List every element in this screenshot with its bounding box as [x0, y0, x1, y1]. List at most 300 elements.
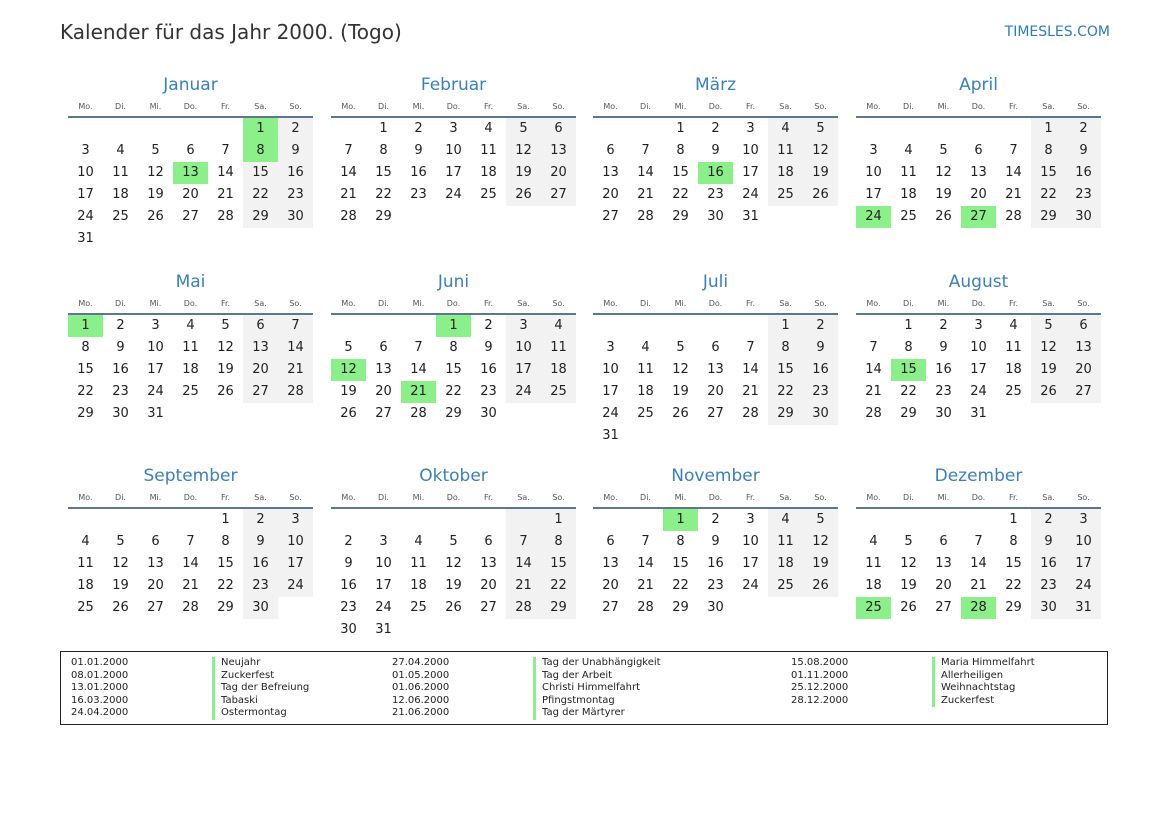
day-cell: 4 — [414, 534, 423, 549]
day-cell: 5 — [151, 143, 160, 158]
day-cell: 18 — [1005, 362, 1022, 377]
empty-day — [68, 118, 103, 140]
day-cell: 4 — [768, 118, 803, 140]
day-cell: 1 — [379, 121, 388, 136]
day-cell: 13 — [147, 556, 164, 571]
day-cell: 23 — [410, 187, 427, 202]
day-cell: 21 — [742, 384, 759, 399]
day-cell: 26 — [112, 600, 129, 615]
week-row — [856, 337, 1101, 359]
empty-day — [401, 509, 436, 531]
week-row — [331, 381, 576, 403]
empty-day — [401, 206, 436, 228]
day-cell: 23 — [112, 384, 129, 399]
day-cell: 10 — [77, 165, 94, 180]
weekday-label: Mo. — [866, 493, 881, 502]
empty-day — [698, 425, 733, 447]
day-cell: 25 — [112, 209, 129, 224]
day-cell: 31 — [375, 622, 392, 637]
day-cell: 24 — [375, 600, 392, 615]
day-cell: 5 — [676, 340, 685, 355]
week-row — [331, 162, 576, 184]
day-cell: 27 — [182, 209, 199, 224]
day-cell: 5 — [803, 118, 838, 140]
day-cell: 3 — [278, 509, 313, 531]
week-row — [68, 206, 313, 228]
weekday-label: Fr. — [483, 493, 494, 502]
day-cell: 20 — [602, 187, 619, 202]
day-cell: 20 — [182, 187, 199, 202]
day-cell: 11 — [1005, 340, 1022, 355]
week-row — [331, 337, 576, 359]
day-cell: 20 — [970, 187, 987, 202]
week-row — [331, 184, 576, 206]
day-cell: 20 — [480, 578, 497, 593]
empty-day — [961, 509, 996, 531]
day-cell: 15 — [672, 556, 689, 571]
empty-day — [733, 425, 768, 447]
weekday-label: Do. — [708, 102, 723, 111]
empty-day — [208, 118, 243, 140]
day-cell: 15 — [375, 165, 392, 180]
day-cell: 8 — [81, 340, 90, 355]
day-cell: 10 — [970, 340, 987, 355]
day-cell: 20 — [243, 359, 278, 381]
site-link[interactable]: TIMESLES.COM — [1004, 24, 1110, 40]
day-cell: 29 — [1005, 600, 1022, 615]
day-cell: 20 — [1066, 359, 1101, 381]
empty-day — [436, 619, 471, 641]
day-cell: 10 — [742, 143, 759, 158]
day-cell: 9 — [344, 556, 353, 571]
day-cell: 14 — [182, 556, 199, 571]
week-row — [68, 337, 313, 359]
week-row — [331, 553, 576, 575]
holiday-column — [781, 657, 1035, 707]
day-cell: 13 — [602, 165, 619, 180]
holiday-entry — [61, 657, 309, 670]
week-row — [68, 184, 313, 206]
week-row — [68, 118, 313, 140]
day-cell: 26 — [803, 184, 838, 206]
day-cell: 2 — [1031, 509, 1066, 531]
day-cell: 17 — [742, 556, 759, 571]
day-cell: 22 — [217, 578, 234, 593]
day-cell: 30 — [480, 406, 497, 421]
day-cell: 28 — [217, 209, 234, 224]
weekday-label: So. — [814, 102, 827, 111]
empty-day — [856, 509, 891, 531]
empty-day — [628, 315, 663, 337]
week-row — [68, 381, 313, 403]
day-cell: 10 — [147, 340, 164, 355]
day-cell: 14 — [865, 362, 882, 377]
weekday-label: So. — [552, 102, 565, 111]
empty-day — [628, 118, 663, 140]
day-cell: 24 — [147, 384, 164, 399]
day-cell: 27 — [602, 600, 619, 615]
week-row — [68, 140, 313, 162]
day-cell: 21 — [278, 359, 313, 381]
month-9 — [68, 465, 313, 619]
day-cell: 18 — [112, 187, 129, 202]
day-cell: 23 — [1031, 575, 1066, 597]
day-cell: 21 — [182, 578, 199, 593]
empty-day — [471, 509, 506, 531]
weekday-label: Di. — [378, 493, 389, 502]
empty-day — [663, 425, 698, 447]
empty-day — [278, 403, 313, 425]
day-cell: 14 — [970, 556, 987, 571]
empty-day — [768, 425, 803, 447]
day-cell: 22 — [445, 384, 462, 399]
empty-day — [331, 118, 366, 140]
day-cell: 4 — [1009, 318, 1018, 333]
day-cell: 3 — [379, 534, 388, 549]
day-cell: 7 — [186, 534, 195, 549]
month-8 — [856, 271, 1101, 425]
week-row — [593, 184, 838, 206]
weekday-label: Sa. — [254, 299, 267, 308]
day-cell: 9 — [1066, 140, 1101, 162]
month-1 — [68, 74, 313, 250]
day-cell: 22 — [541, 575, 576, 597]
holiday-name: Ostermontag — [212, 707, 287, 720]
weekday-label: Di. — [903, 102, 914, 111]
holiday-day-cell: 21 — [401, 381, 436, 403]
day-cell: 17 — [375, 578, 392, 593]
day-cell: 10 — [1066, 531, 1101, 553]
day-cell: 30 — [803, 403, 838, 425]
weekday-label: So. — [1077, 493, 1090, 502]
week-row — [68, 531, 313, 553]
day-cell: 11 — [77, 556, 94, 571]
empty-day — [366, 509, 401, 531]
day-cell: 2 — [1066, 118, 1101, 140]
day-cell: 7 — [414, 340, 423, 355]
day-cell: 19 — [506, 162, 541, 184]
day-cell: 2 — [711, 512, 720, 527]
day-cell: 23 — [707, 187, 724, 202]
empty-day — [103, 228, 138, 250]
holiday-name: Tag der Befreiung — [212, 682, 309, 695]
day-cell: 24 — [77, 209, 94, 224]
week-row — [593, 140, 838, 162]
day-cell: 7 — [974, 534, 983, 549]
week-row — [68, 597, 313, 619]
weekday-label: Fr. — [483, 299, 494, 308]
day-cell: 28 — [278, 381, 313, 403]
week-row — [856, 531, 1101, 553]
weekday-label: So. — [289, 102, 302, 111]
day-cell: 16 — [278, 162, 313, 184]
day-cell: 22 — [77, 384, 94, 399]
holiday-date: 01.01.2000 — [71, 657, 129, 668]
month-11 — [593, 465, 838, 619]
empty-day — [541, 206, 576, 228]
weekday-label: Do. — [708, 493, 723, 502]
day-cell: 22 — [672, 187, 689, 202]
day-cell: 25 — [768, 184, 803, 206]
weekday-label: Sa. — [1042, 493, 1055, 502]
week-row — [331, 403, 576, 425]
holiday-day-cell: 1 — [243, 118, 278, 140]
day-cell: 21 — [340, 187, 357, 202]
day-cell: 12 — [217, 340, 234, 355]
day-cell: 9 — [939, 340, 948, 355]
day-cell: 6 — [484, 534, 493, 549]
empty-day — [891, 118, 926, 140]
day-cell: 18 — [480, 165, 497, 180]
weekday-label: So. — [289, 299, 302, 308]
weekday-label: So. — [1077, 299, 1090, 308]
empty-day — [628, 509, 663, 531]
day-cell: 28 — [340, 209, 357, 224]
holiday-list — [60, 651, 1108, 725]
empty-day — [401, 619, 436, 641]
day-cell: 13 — [970, 165, 987, 180]
day-cell: 2 — [939, 318, 948, 333]
day-cell: 20 — [147, 578, 164, 593]
day-cell: 8 — [676, 534, 685, 549]
day-cell: 25 — [541, 381, 576, 403]
week-row — [593, 359, 838, 381]
day-cell: 13 — [935, 556, 952, 571]
day-cell: 13 — [707, 362, 724, 377]
day-cell: 18 — [865, 578, 882, 593]
weekday-label: Sa. — [779, 493, 792, 502]
weekday-label: Sa. — [517, 102, 530, 111]
day-cell: 19 — [803, 553, 838, 575]
day-cell: 22 — [900, 384, 917, 399]
day-cell: 13 — [480, 556, 497, 571]
weekday-label: Mo. — [78, 102, 93, 111]
day-cell: 31 — [742, 209, 759, 224]
week-row — [68, 553, 313, 575]
week-row — [331, 206, 576, 228]
empty-day — [856, 315, 891, 337]
holiday-day-cell: 25 — [856, 597, 891, 619]
day-cell: 14 — [410, 362, 427, 377]
holiday-name: Allerheiligen — [932, 670, 1003, 683]
month-name: Dezember — [934, 466, 1023, 486]
day-cell: 25 — [77, 600, 94, 615]
empty-day — [173, 228, 208, 250]
day-cell: 19 — [112, 578, 129, 593]
day-cell: 26 — [217, 384, 234, 399]
weekday-label: Fr. — [1008, 493, 1019, 502]
day-cell: 26 — [147, 209, 164, 224]
empty-day — [593, 315, 628, 337]
holiday-day-cell: 24 — [856, 206, 891, 228]
weekday-label: Mo. — [341, 102, 356, 111]
holiday-name: Tag der Märtyrer — [533, 707, 625, 720]
week-row — [331, 118, 576, 140]
day-cell: 28 — [865, 406, 882, 421]
day-cell: 6 — [379, 340, 388, 355]
week-row — [856, 184, 1101, 206]
day-cell: 18 — [182, 362, 199, 377]
holiday-date: 01.11.2000 — [791, 669, 849, 681]
day-cell: 5 — [449, 534, 458, 549]
day-cell: 27 — [243, 381, 278, 403]
day-cell: 6 — [606, 143, 615, 158]
month-5 — [68, 271, 313, 425]
week-row — [856, 315, 1101, 337]
day-cell: 7 — [746, 340, 755, 355]
day-cell: 6 — [541, 118, 576, 140]
empty-day — [803, 597, 838, 619]
day-cell: 9 — [243, 531, 278, 553]
weekday-label: Do. — [971, 102, 986, 111]
day-cell: 16 — [410, 165, 427, 180]
empty-day — [663, 315, 698, 337]
day-cell: 15 — [445, 362, 462, 377]
day-cell: 28 — [506, 597, 541, 619]
day-cell: 19 — [900, 578, 917, 593]
day-cell: 3 — [506, 315, 541, 337]
day-cell: 7 — [221, 143, 230, 158]
holiday-day-cell: 1 — [663, 509, 698, 531]
day-cell: 11 — [637, 362, 654, 377]
day-cell: 30 — [112, 406, 129, 421]
week-row — [593, 162, 838, 184]
week-row — [593, 403, 838, 425]
month-name: Februar — [420, 75, 487, 95]
holiday-date: 12.06.2000 — [392, 694, 450, 706]
day-cell: 3 — [81, 143, 90, 158]
day-cell: 12 — [445, 556, 462, 571]
day-cell: 1 — [1009, 512, 1018, 527]
day-cell: 10 — [602, 362, 619, 377]
day-cell: 25 — [637, 406, 654, 421]
day-cell: 8 — [1009, 534, 1018, 549]
weekday-header — [331, 491, 576, 509]
day-cell: 14 — [340, 165, 357, 180]
day-cell: 17 — [445, 165, 462, 180]
day-cell: 13 — [602, 556, 619, 571]
week-row — [331, 140, 576, 162]
day-cell: 2 — [803, 315, 838, 337]
day-cell: 24 — [445, 187, 462, 202]
weekday-header — [593, 100, 838, 118]
week-row — [856, 162, 1101, 184]
weekday-label: Di. — [115, 102, 126, 111]
day-cell: 29 — [672, 600, 689, 615]
holiday-entry — [382, 670, 661, 683]
empty-day — [208, 403, 243, 425]
day-cell: 30 — [707, 600, 724, 615]
day-cell: 23 — [243, 575, 278, 597]
day-cell: 29 — [445, 406, 462, 421]
day-cell: 25 — [480, 187, 497, 202]
week-row — [593, 206, 838, 228]
weekday-label: Di. — [378, 299, 389, 308]
day-cell: 15 — [672, 165, 689, 180]
day-cell: 27 — [1066, 381, 1101, 403]
weekday-header — [331, 297, 576, 315]
empty-day — [173, 509, 208, 531]
day-cell: 30 — [340, 622, 357, 637]
day-cell: 18 — [768, 553, 803, 575]
week-row — [856, 140, 1101, 162]
day-cell: 28 — [742, 406, 759, 421]
week-row — [856, 575, 1101, 597]
day-cell: 19 — [445, 578, 462, 593]
weekday-label: Mo. — [866, 299, 881, 308]
day-cell: 28 — [410, 406, 427, 421]
weekday-label: Mi. — [412, 493, 425, 502]
empty-day — [803, 206, 838, 228]
day-cell: 29 — [375, 209, 392, 224]
day-cell: 22 — [375, 187, 392, 202]
month-name: November — [671, 466, 760, 486]
day-cell: 14 — [742, 362, 759, 377]
month-name: Oktober — [419, 466, 488, 486]
day-cell: 12 — [1031, 337, 1066, 359]
day-cell: 2 — [711, 121, 720, 136]
day-cell: 7 — [506, 531, 541, 553]
weekday-label: Fr. — [745, 493, 756, 502]
day-cell: 31 — [602, 428, 619, 443]
week-row — [856, 359, 1101, 381]
month-name: Januar — [163, 75, 218, 95]
week-row — [856, 118, 1101, 140]
day-cell: 6 — [1066, 315, 1101, 337]
day-cell: 12 — [147, 165, 164, 180]
day-cell: 7 — [278, 315, 313, 337]
weekday-label: Sa. — [779, 299, 792, 308]
day-cell: 5 — [116, 534, 125, 549]
day-cell: 5 — [904, 534, 913, 549]
day-cell: 31 — [147, 406, 164, 421]
day-cell: 5 — [939, 143, 948, 158]
holiday-date: 15.08.2000 — [791, 657, 849, 668]
day-cell: 19 — [217, 362, 234, 377]
day-cell: 11 — [112, 165, 129, 180]
empty-day — [436, 509, 471, 531]
weekday-label: Di. — [640, 299, 651, 308]
day-cell: 2 — [414, 121, 423, 136]
day-cell: 8 — [1031, 140, 1066, 162]
empty-day — [506, 403, 541, 425]
day-cell: 26 — [340, 406, 357, 421]
day-cell: 6 — [243, 315, 278, 337]
weekday-label: Mi. — [937, 299, 950, 308]
day-cell: 20 — [707, 384, 724, 399]
day-cell: 18 — [541, 359, 576, 381]
holiday-entry — [61, 695, 309, 708]
page-title: Kalender für das Jahr 2000. (Togo) — [60, 20, 402, 44]
day-cell: 4 — [81, 534, 90, 549]
day-cell: 30 — [1031, 597, 1066, 619]
weekday-label: Fr. — [745, 102, 756, 111]
week-row — [593, 553, 838, 575]
weekday-label: Do. — [708, 299, 723, 308]
weekday-label: Di. — [640, 102, 651, 111]
empty-day — [331, 315, 366, 337]
week-row — [593, 315, 838, 337]
weekday-label: Do. — [183, 493, 198, 502]
day-cell: 21 — [1005, 187, 1022, 202]
weekday-label: So. — [814, 493, 827, 502]
month-2 — [331, 74, 576, 228]
day-cell: 9 — [116, 340, 125, 355]
empty-day — [768, 206, 803, 228]
holiday-entry — [61, 707, 309, 720]
day-cell: 29 — [77, 406, 94, 421]
day-cell: 16 — [340, 578, 357, 593]
